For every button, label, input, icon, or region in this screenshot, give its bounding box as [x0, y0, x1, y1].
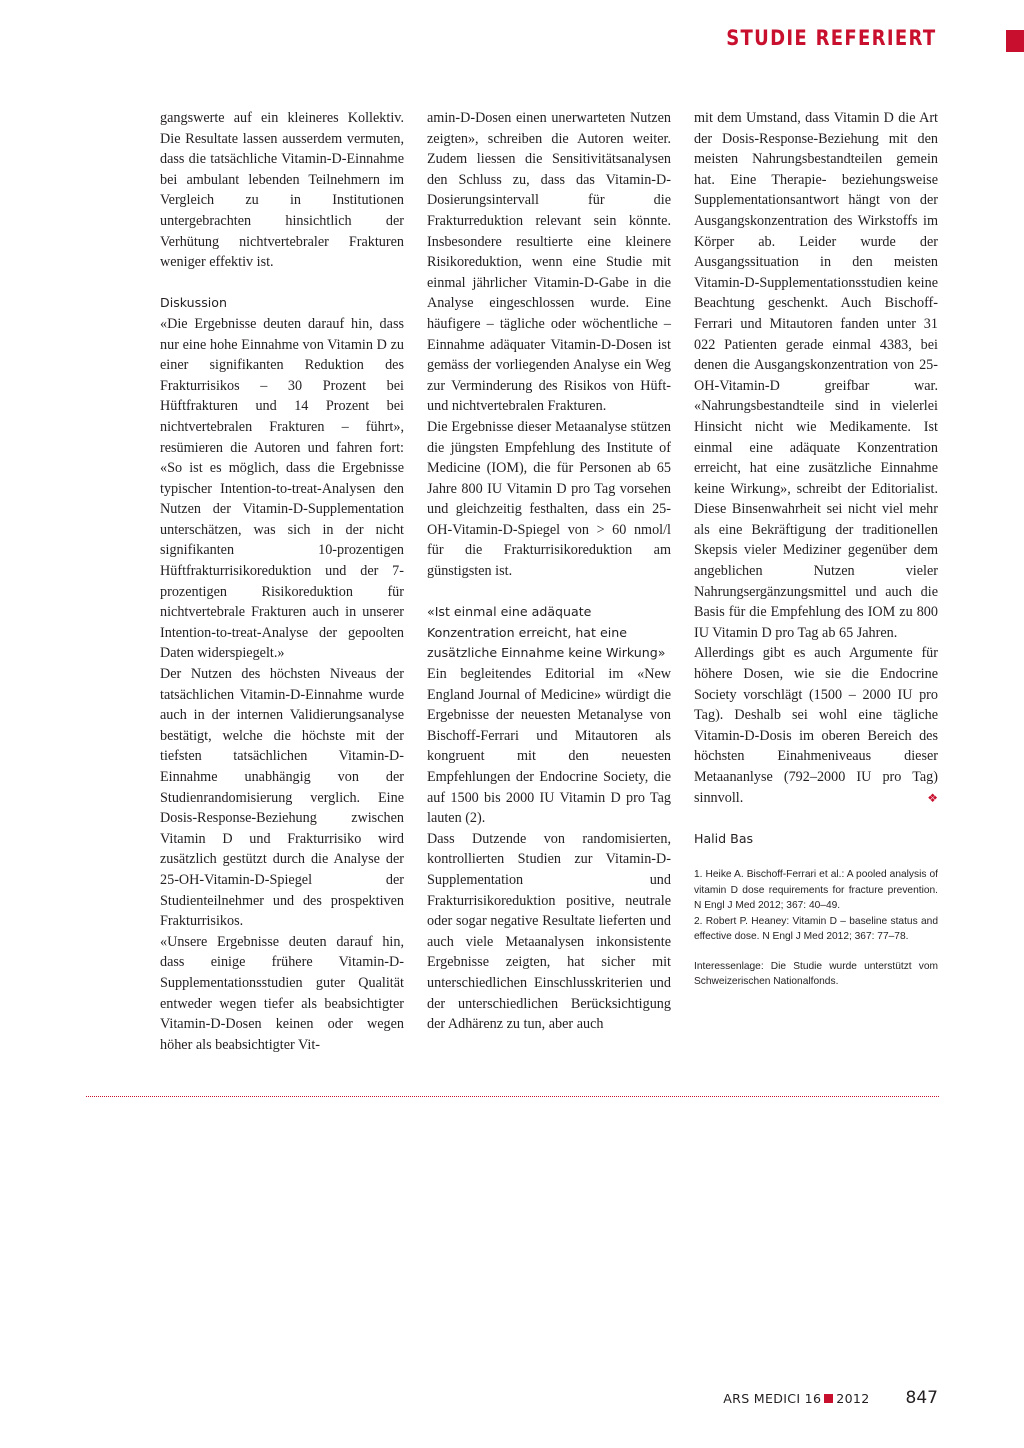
col3-paragraph-1: mit dem Umstand, dass Vitamin D die Art der Dosis-Response-Beziehung mit den meisten Nahrungsbestandteilen gemein hat. Eine Therapie- beziehungsweise Supplementationsantwort hängt von der Ausgangskonzentration des Wirkstoffs im Körper ab. Leider wurde der Ausgangssituation in den meisten Vitamin-D-Supplementationsstudien keine Beachtung geschenkt. Auch Bischoff-Ferrari und Mitautoren fanden unter 31 022 Patienten gerade einmal 4383, bei denen die Ausgangskonzentration von 25-OH-Vitamin-D greifbar war. «Nahrungsbestandteile sind in vielerlei Hinsicht nicht wie Medikamente. Ist einmal eine adäquate Konzentration erreicht, hat eine zusätzliche Einnahme keine Wirkung», schreibt der Editorialist. Diese Binsenwahrheit sei nicht viel mehr als eine Bekräftigung der traditionellen Skepsis vieler Mediziner gegenüber dem angeblichen Nutzen vieler Nahrungsergänzungsmittel und auch die Basis für die Empfehlung des IOM zu 800 IU Vitamin D pro Tag ab 65 Jahren.	[694, 110, 938, 641]
author-name: Halid Bas	[694, 830, 754, 846]
reference-item: 1. Heike A. Bischoff-Ferrari et al.: A pooled analysis of vitamin D dose requirements for fracture prevention. N Engl J Med 2012; 367: 40–49.	[694, 869, 938, 912]
col1-paragraph-4: «Unsere Ergebnisse deuten darauf hin, dass einige frühere Vitamin-D-Supplementationsstudien guter Qualität entweder wegen tiefer als beabsichtigter Vitamin-D-Dosen keinen oder wegen höher als beabsichtigter Vit-	[160, 933, 404, 1053]
col2-paragraph-3: Ein begleitendes Editorial im «New England Journal of Medicine» würdigt die Ergebnisse der neuesten Metanalyse von Bischoff-Ferrari und Mitautoren als kongruent mit den neuesten Empfehlungen der Endocrine Society, die auf 1500 bis 2000 IU Vitamin D pro Tag lauten (2).	[427, 666, 671, 827]
section-heading-discussion: Diskussion	[160, 295, 227, 311]
journal-year: 2012	[836, 1391, 870, 1406]
col1-paragraph-2: «Die Ergebnisse deuten darauf hin, dass nur eine hohe Einnahme von Vitamin D zu einer signifikanten Reduktion des Frakturrisikos – 30 Prozent bei Hüftfrakturen und 14 Prozent bei nichtvertebralen Frakturen – führt», resümieren die Autoren und fahren fort: «So ist es möglich, dass die Ergebnisse typischer Intention-to-treat-Analysen den Nutzen der Vitamin-D-Supplementation unterschätzen, was sich in der nicht signifikanten 10-prozentigen Hüftfrakturrisikoreduktion und der 7-prozentigen Risikoreduktion für nichtvertebrale Frakturen auch in unserer Intention-to-treat-Analyse der gepoolten Daten widerspiegelt.»	[160, 315, 404, 662]
page-footer	[723, 1388, 938, 1408]
col2-paragraph-1: amin-D-Dosen einen unerwarteten Nutzen zeigten», schreiben die Autoren weiter. Zudem liessen die Sensitivitätsanalysen den Schluss zu, dass das Vitamin-D-Dosierungsintervall für die Frakturreduktion relevant sein könnte. Insbesondere resultierte eine kleinere Risikoreduktion, wenn eine Studie mit einmal jährlicher Vitamin-D-Gabe in die Analyse eingeschlossen wurde. Eine häufigere – tägliche oder wöchentliche – Einnahme adäquater Vitamin-D-Dosen ist gemäss der vorliegenden Analyse ein Weg zur Verminderung des Risikos von Hüft- und nichtvertebralen Frakturen.	[427, 110, 671, 415]
col2-paragraph-4: Dass Dutzende von randomisierten, kontrollierten Studien zur Vitamin-D-Supplementation und Frakturrisikoreduktion positive, neutrale oder sogar negative Resultate lieferten und auch viele Metaanalysen inkonsistente Ergebnisse zeigten, hat sicher mit unterschiedlichen Einschlusskriterien und der unterschiedlichen Berücksichtigung der Adhärenz zu tun, aber auch	[427, 830, 671, 1033]
header-accent-bar	[1006, 30, 1024, 52]
column-1	[160, 108, 404, 1055]
column-2	[427, 108, 671, 1035]
col3-paragraph-2	[694, 643, 938, 808]
end-of-article-icon: ❖	[927, 790, 938, 805]
conflict-of-interest-note: Interessenlage: Die Studie wurde unterstützt vom Schweizerischen Nationalfonds.	[694, 960, 938, 988]
page-number: 847	[905, 1388, 938, 1408]
dotted-divider	[86, 1096, 939, 1097]
column-3	[694, 108, 938, 990]
journal-name: ARS MEDICI 16	[723, 1391, 822, 1406]
col2-paragraph-2: Die Ergebnisse dieser Metaanalyse stützen die jüngsten Empfehlung des Institute of Medicine (IOM), die für Personen ab 65 Jahre 800 IU Vitamin D pro Tag vorsehen und gleichzeitig festhalten, dass ein 25-OH-Vitamin-D-Spiegel von > 60 nmol/l für die Frakturrisikoreduktion am günstigsten ist.	[427, 418, 671, 580]
reference-item: 2. Robert P. Heaney: Vitamin D – baseline status and effective dose. N Engl J Med 2012; 367: 77–78.	[694, 915, 938, 943]
col1-paragraph-1: gangswerte auf ein kleineres Kollektiv. Die Resultate lassen ausserdem vermuten, dass die tatsächliche Vitamin-D-Einnahme bei ambulant lebenden Teilnehmern im Vergleich zu in Institutionen untergebrachten hinsichtlich der Verhütung nichtvertebraler Frakturen weniger effektiv ist.	[160, 110, 404, 271]
pull-quote-heading: «Ist einmal eine adäquate Konzentration erreicht, hat eine zusätzliche Einnahme keine Wirkung»	[427, 604, 666, 661]
section-title: STUDIE REFERIERT	[725, 26, 936, 50]
square-separator-icon	[824, 1394, 833, 1403]
col1-paragraph-3: Der Nutzen des höchsten Niveaus der tatsächlichen Vitamin-D-Einnahme wurde auch in der internen Validierungsanalyse bestätigt, welche die höchste mit der tiefsten tatsächlichen Vitamin-D-Einnahme unabhängig von der Studienrandomisierung verglich. Eine Dosis-Response-Beziehung zwischen Vitamin D und Frakturrisiko wird zusätzlich gestützt durch die Analyse der 25-OH-Vitamin-D-Spiegel der Studienteilnehmer und des prospektiven Frakturrisikos.	[160, 666, 404, 930]
col3-paragraph-2-text: Allerdings gibt es auch Argumente für höhere Dosen, wie sie die Endocrine Society vorschlägt (1500 – 2000 IU pro Tag). Deshalb sei wohl eine tägliche Vitamin-D-Dosis im oberen Bereich des höchsten Einahmeniveaus dieser Metaananlyse (792–2000 IU pro Tag) sinnvoll.	[694, 645, 938, 806]
